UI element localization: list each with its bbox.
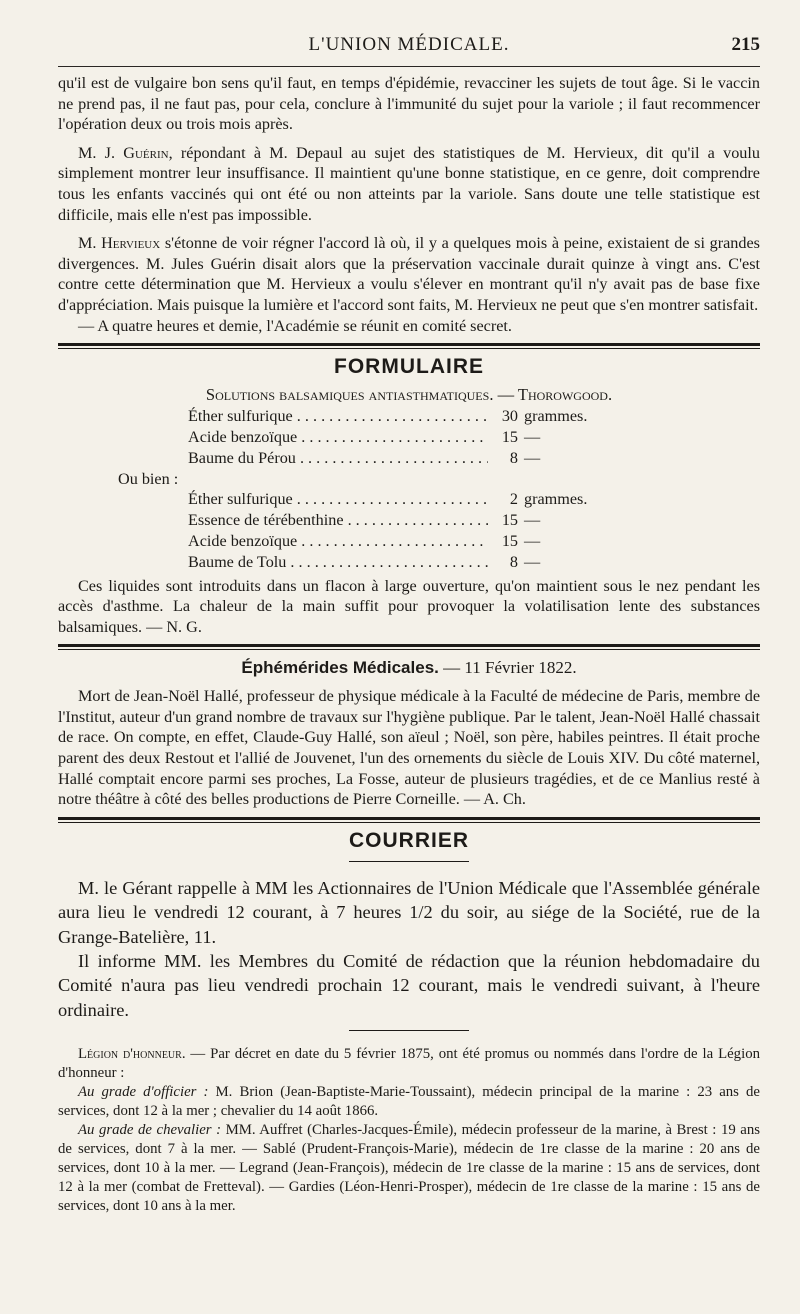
ingredient-name: Acide benzoïque . . . (188, 532, 488, 551)
ingredient-qty: 15 (501, 531, 518, 550)
speaker-name: M. J. Guérin (78, 143, 169, 162)
paragraph-text: s'étonne de voir régner l'accord là où, il y a quelques mois à peine, existaient de si grandes divergences. M. Jules Guérin disait alors que la préservation vaccinale durait quinze à vingt ans. C'est contre cette détermination que M. Hervieux a voulu s'élever en montrant qu'il n'y avait pas de base fixe d'appréciation. Mais puisque la lumière et l'accord sont faits, M. Hervieux ne peut que s'en montrer satisfait. (58, 234, 760, 314)
double-rule (58, 342, 760, 351)
grade-label: Au grade d'officier : (78, 1084, 209, 1101)
ephemerides-text: Mort de Jean-Noël Hallé, professeur de physique médicale à la Faculté de médecine de Paris, membre de l'Institut, auteur d'un grand nombre de travaux sur l'hygiène publique. Par le talent, Jean-Noël Hallé chassait de race. On compte, en effet, Claude-Guy Hallé, son aïeul ; Noël, son père, habiles peintres. Il était proche parent des deux Restout et l'allié de Jouvenet, l'un des ornements du siècle de Louis XIV. Du côté maternel, Hallé comptait encore parmi ses proches, La Fosse, auteur de plusieurs tragédies, et de ce Manlius resté à notre théâtre à côté des belles productions de Pierre Corneille. — A. Ch. (58, 687, 760, 809)
ingredient-qty: 15 (501, 427, 518, 446)
formula-alt-label: Ou bien : (118, 469, 179, 488)
ingredient-unit: grammes. (524, 490, 588, 509)
ephemerides-heading: Éphémérides Médicales. (241, 658, 439, 678)
double-rule (58, 816, 760, 825)
ingredient-unit: grammes. (524, 407, 588, 426)
courrier-paragraph-1: M. le Gérant rappelle à MM les Actionnaires de l'Union Médicale que l'Assemblée générale aura lieu le vendredi 12 courant, à 7 heures 1/2 du soir, au siége de la Société, rue de la Grange-Batelière, 11. (58, 877, 760, 947)
formulaire-title: FORMULAIRE (334, 355, 484, 379)
running-head (58, 26, 760, 67)
formulaire-note: Ces liquides sont introduits dans un flacon à large ouverture, qu'on maintient sous le nez pendant les accès d'asthme. La chaleur de la main suffit pour provoquer la volatilisation lente des substances balsamiques. — N. G. (58, 576, 760, 636)
formula-row (58, 490, 760, 511)
formula-row (58, 428, 760, 449)
formula-row (58, 407, 760, 428)
speaker-name: M. Hervieux (78, 234, 161, 253)
ingredient-qty: 2 (509, 490, 518, 509)
ingredient-name: Baume de Tolu . . . (188, 553, 488, 572)
formula-list (58, 407, 760, 573)
ingredient-unit: — (524, 531, 541, 550)
ingredient-name: Éther sulfurique . . . (188, 407, 488, 426)
ingredient-unit: — (524, 448, 541, 467)
grade-text: MM. Auffret (Charles-Jacques-Émile), médecin professeur de la marine, à Brest : 19 ans de services, dont 7 à la mer. — Sablé (Prudent-François-Marie), médecin de 1re classe de la marine : 20 ans de services, dont 10 à la mer. — Legrand (Jean-François), médecin de 1re classe de la marine : 15 ans de services, dont 12 à la mer (combat de Fretteval). — Gardies (Léon-Henri-Prosper), médecin de 1re classe de la marine : 15 ans de services, dont 10 ans à la mer. (58, 1122, 760, 1215)
ingredient-qty: 8 (509, 552, 518, 571)
paragraph-guerin (58, 143, 760, 225)
courrier-paragraph-2: Il informe MM. les Membres du Comité de rédaction que la réunion hebdomadaire du Comité n'aura pas lieu vendredi prochain 12 courant, mais le vendredi suivant, à l'heure ordinaire. (58, 951, 760, 1020)
ingredient-qty: 8 (509, 448, 518, 467)
ingredient-qty: 30 (501, 407, 518, 426)
ingredient-name: Éther sulfurique . . . (188, 490, 488, 509)
legion-officier (58, 1083, 760, 1121)
courrier-section (58, 876, 760, 1022)
legion-intro-text: — Par décret en date du 5 février 1875, ont été promus ou nommés dans l'ordre de la Légion d'honneur : (58, 1046, 760, 1082)
formula-row (58, 532, 760, 553)
formula-row (58, 553, 760, 574)
grade-text: M. Brion (Jean-Baptiste-Marie-Toussaint), médecin principal de la marine : 23 ans de services, dont 12 à la mer ; chevalier du 14 août 1866. (58, 1084, 760, 1120)
paragraph-text: , répondant à M. Depaul au sujet des statistiques de M. Hervieux, dit qu'il a voulu simplement montrer leur insuffisance. Il maintient qu'une bonne statistique, en ce genre, doit comprendre tous les enfants vaccinés qui ont été ou non atteints par la variole. Sans doute une telle statistique est difficile, mais elle n'est pas impossible. (58, 143, 760, 224)
ingredient-name: Essence de térébenthine . . . (188, 511, 488, 530)
ingredient-unit: — (524, 427, 541, 446)
page-number: 215 (731, 34, 760, 55)
formula-row (58, 449, 760, 470)
legion-chevalier (58, 1121, 760, 1216)
divider (349, 1030, 469, 1031)
courrier-title: COURRIER (348, 828, 469, 852)
formulaire-subtitle: Solutions balsamiques antiasthmatiques. — Thorowgood. (205, 385, 613, 405)
journal-title: L'UNION MÉDICALE. (308, 34, 510, 55)
ingredient-unit: — (524, 511, 541, 530)
formula-row (58, 511, 760, 532)
legion-section (58, 1045, 760, 1216)
paragraph-closing: — A quatre heures et demie, l'Académie se réunit en comité secret. (78, 316, 512, 335)
divider (349, 861, 469, 862)
formula-row (58, 470, 760, 491)
ingredient-name: Baume du Pérou . . . (188, 449, 488, 468)
paragraph-hervieux (58, 233, 760, 315)
double-rule (58, 643, 760, 652)
ingredient-qty: 15 (501, 511, 518, 530)
ephemerides-title (58, 658, 760, 678)
grade-label: Au grade de chevalier : (78, 1122, 222, 1139)
paragraph-vaccine: qu'il est de vulgaire bon sens qu'il faut, en temps d'épidémie, revacciner les sujets de tout âge. Si le vaccin ne prend pas, il ne faut pas, pour cela, conclure à l'immunité du sujet pour la variole ; il faut recommencer l'opération deux ou trois mois après. (58, 74, 760, 134)
ingredient-unit: — (524, 552, 541, 571)
ephemerides-date: — 11 Février 1822. (443, 658, 577, 678)
legion-intro (58, 1045, 760, 1083)
legion-heading: Légion d'honneur. (78, 1046, 186, 1063)
ingredient-name: Acide benzoïque . . . (188, 428, 488, 447)
